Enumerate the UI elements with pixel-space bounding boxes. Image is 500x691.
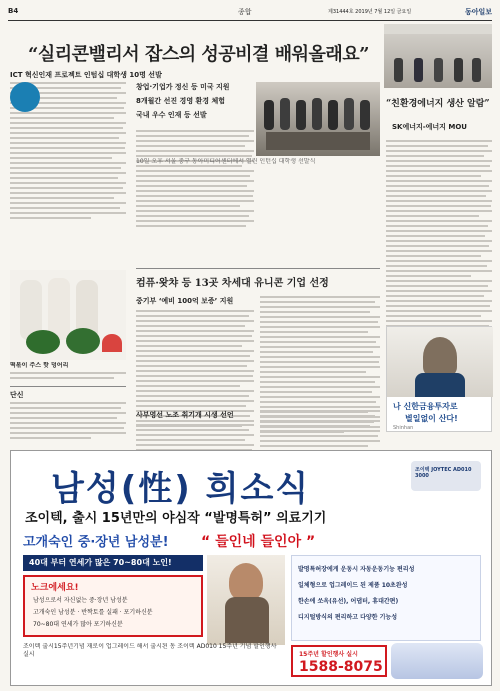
ad-device xyxy=(391,643,483,679)
left-rule xyxy=(10,386,126,387)
mid-rule xyxy=(136,268,380,269)
right-ad xyxy=(386,326,492,432)
subhead-1: 창업·기업가 정신 등 미국 지원 xyxy=(136,83,230,91)
main-headline: “실리콘밸리서 잡스의 성공비결 배워올래요” xyxy=(28,44,369,65)
feature-2: 일체형으로 업그레이드 된 제품 10초완성 xyxy=(298,582,408,589)
right-ad-line2: 별일없이 산다! xyxy=(405,414,458,423)
right-ad-brand: Shinhan xyxy=(393,425,414,431)
ad-subtitle: 조이텍, 출시 15년만의 야심작 “발명특허” 의료기기 xyxy=(25,511,327,526)
watermelon-caption: 떡볶이 주스 핫 덩어리 xyxy=(10,362,69,369)
middle-subheads xyxy=(136,82,254,124)
middle-subhead: 중기부 ‘예비 100억 보증’ 지원 xyxy=(136,297,234,305)
feature-1: 발명특허장에게 운동시 자동운동기능 편리성 xyxy=(298,566,415,573)
right-photo xyxy=(384,24,492,88)
ad-footer-note: 조이텍 출시15주년기념 재로이 업그레이드 해서 출시된 동 조이텍 AD010 15주년 기념 할인행사 실시 xyxy=(23,643,277,658)
ad-features xyxy=(291,555,481,641)
ad-product-badge xyxy=(411,461,481,491)
left-logo-badge xyxy=(10,82,40,112)
ad-left-item-2: 고개숙인 남성분 · 반짝토를 실패 · 포기하신분 xyxy=(33,609,153,616)
middle-subhead-2: 사부영선 노조 취기개 시생 선언 xyxy=(136,411,234,419)
page-number: B4 xyxy=(8,7,19,15)
middle-headline: 컴퓨·왓챠 등 13곳 차세대 유니콘 기업 선정 xyxy=(136,278,329,289)
ad-man-photo xyxy=(207,555,285,645)
subhead-3: 국내 우수 인재 등 선발 xyxy=(136,111,207,119)
ad-age-label: 40대 부터 연세가 많은 70~80대 노인! xyxy=(29,558,172,567)
feature-4: 디지털방식의 편리하고 다양한 기능성 xyxy=(298,614,398,621)
page-header xyxy=(8,6,492,20)
product-label: 조이텍 JOYTEC AD010 3000 xyxy=(415,467,472,479)
ad-age-band xyxy=(23,555,203,571)
watermelon-photo xyxy=(10,270,126,360)
ad-banner: 고개숙인 중·장년 남성분! xyxy=(23,535,169,550)
right-subhead: SK에너지-에너지 MOU xyxy=(392,123,467,131)
ad-left-item-1: 남성으로서 자신없는 중·장년 남성분 xyxy=(33,597,128,604)
group-photo-caption: 10일 오후 서울 중구 동아미디어센터에서 열린 인턴십 대학생 선발식 xyxy=(136,158,316,165)
brief-text xyxy=(10,402,126,442)
header-rule xyxy=(8,20,492,21)
ad-slogan: “ 들인네 들인아 ” xyxy=(201,534,316,550)
right-headline: “친환경에너지 생산 알람” xyxy=(386,99,490,109)
brief-tag: 단신 xyxy=(10,391,24,399)
middle-body-text xyxy=(136,130,254,230)
issue-meta: 제31444호 2019년 7월 12일 금요일 xyxy=(328,9,412,15)
ad-left-item-3: 70~80대 연세가 많아 포기하신분 xyxy=(33,621,123,628)
ad-left-box xyxy=(23,575,203,637)
ad-left-title: 노크에세요! xyxy=(31,583,79,593)
right-ad-line1: 나 신한금융투자로 xyxy=(393,402,458,411)
main-kicker: ICT 혁신인재 프로젝트 인텀십 대학생 10명 선발 xyxy=(10,71,162,79)
group-photo xyxy=(256,82,380,156)
watermelon-caption-lines xyxy=(10,372,126,382)
masthead: 동아일보 xyxy=(464,8,492,16)
subhead-2: 8개월간 선진 경영 환경 체험 xyxy=(136,97,226,105)
right-body-text xyxy=(386,140,492,340)
section-name: 종합 xyxy=(238,8,252,16)
ad-title: 남성(性) 희소식 xyxy=(51,469,311,509)
ad-badge: 15주년 할인행사 실시 xyxy=(299,651,358,658)
feature-3: 한손에 쏘옥(유선), 어댑터, 휴대간편) xyxy=(298,598,399,605)
ad-phone-box[interactable] xyxy=(291,645,387,677)
ad-phone[interactable]: 1588-8075 xyxy=(299,659,383,675)
bottom-ad xyxy=(10,450,492,686)
